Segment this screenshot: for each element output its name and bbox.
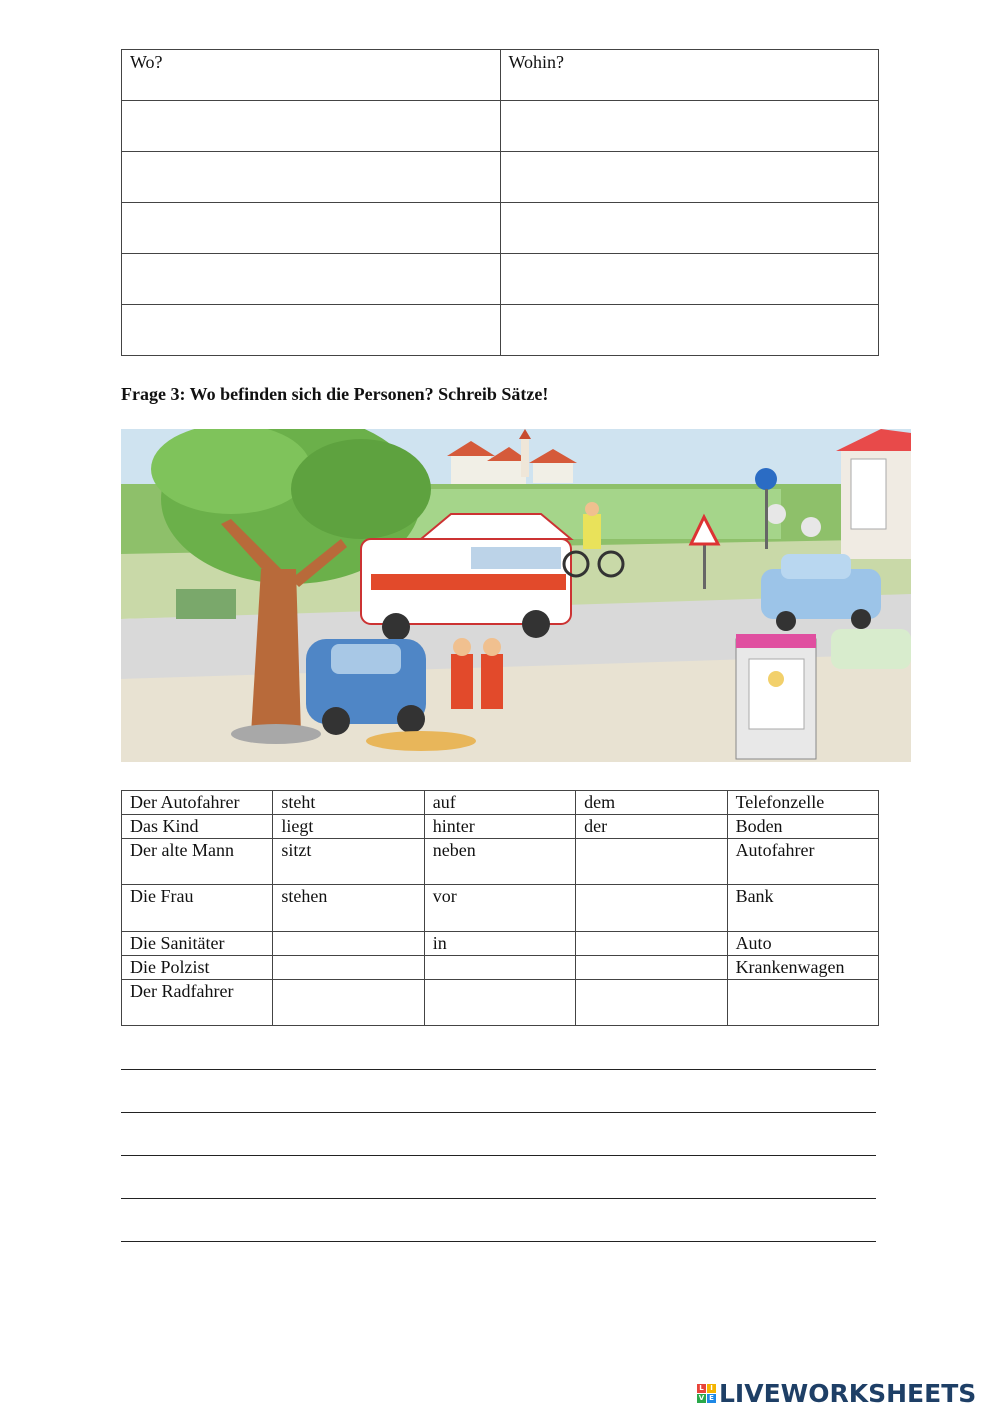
- writing-line[interactable]: [121, 1241, 876, 1242]
- cell: Telefonzelle: [727, 791, 878, 815]
- table-row: [122, 839, 879, 885]
- answer-cell-wo[interactable]: [122, 152, 501, 203]
- cell: dem: [576, 791, 727, 815]
- badge-letter: L: [697, 1384, 706, 1393]
- badge-letter: V: [698, 1393, 705, 1402]
- cell: Der Autofahrer: [122, 791, 273, 815]
- answer-cell-wohin[interactable]: [500, 254, 879, 305]
- header-wohin: Wohin?: [500, 50, 879, 101]
- crashed-car: [306, 639, 426, 735]
- answer-cell-wo[interactable]: [122, 101, 501, 152]
- logo-text: LIVEWORKSHEETS: [719, 1378, 977, 1408]
- table-row: [122, 203, 879, 254]
- answer-cell-wo[interactable]: [122, 305, 501, 356]
- writing-line[interactable]: [121, 1069, 876, 1070]
- cell: der: [576, 815, 727, 839]
- table-row: [122, 791, 879, 815]
- cell: [273, 956, 424, 980]
- cell: [576, 956, 727, 980]
- answer-cell-wo[interactable]: [122, 254, 501, 305]
- table-row: [122, 152, 879, 203]
- badge-letter: E: [707, 1394, 716, 1403]
- cell: Die Polzist: [122, 956, 273, 980]
- person-on-ground: [366, 731, 476, 751]
- writing-line[interactable]: [121, 1155, 876, 1156]
- table-row: [122, 305, 879, 356]
- logo-badge-icon: [697, 1384, 716, 1403]
- cell: in: [424, 932, 575, 956]
- cell: Der alte Mann: [122, 839, 273, 885]
- cell: [424, 980, 575, 1026]
- cell: Die Frau: [122, 885, 273, 932]
- answer-cell-wo[interactable]: [122, 203, 501, 254]
- cell: liegt: [273, 815, 424, 839]
- answer-cell-wohin[interactable]: [500, 305, 879, 356]
- cell: auf: [424, 791, 575, 815]
- cell: [727, 980, 878, 1026]
- writing-line[interactable]: [121, 1198, 876, 1199]
- cell: [576, 980, 727, 1026]
- kiosk: [836, 429, 911, 559]
- answer-cell-wohin[interactable]: [500, 101, 879, 152]
- table-row: [122, 932, 879, 956]
- wo-wohin-table: [121, 49, 879, 356]
- table-row: [122, 815, 879, 839]
- cell: [576, 932, 727, 956]
- cell: stehen: [273, 885, 424, 932]
- cell: [576, 839, 727, 885]
- cell: [576, 885, 727, 932]
- table-row: [122, 885, 879, 932]
- cell: Autofahrer: [727, 839, 878, 885]
- cell: Boden: [727, 815, 878, 839]
- cell: hinter: [424, 815, 575, 839]
- word-table: [121, 790, 879, 1026]
- cell: vor: [424, 885, 575, 932]
- cell: Krankenwagen: [727, 956, 878, 980]
- phone-booth: [736, 634, 816, 759]
- cell: neben: [424, 839, 575, 885]
- badge-letter: I: [707, 1384, 716, 1393]
- table-row: [122, 980, 879, 1026]
- writing-line[interactable]: [121, 1112, 876, 1113]
- header-wo: Wo?: [122, 50, 501, 101]
- answer-cell-wohin[interactable]: [500, 152, 879, 203]
- cell: steht: [273, 791, 424, 815]
- cell: Der Radfahrer: [122, 980, 273, 1026]
- cell: Die Sanitäter: [122, 932, 273, 956]
- cell: Das Kind: [122, 815, 273, 839]
- answer-cell-wohin[interactable]: [500, 203, 879, 254]
- table-row: [122, 254, 879, 305]
- liveworksheets-logo: [697, 1378, 976, 1408]
- question-heading: Frage 3: Wo befinden sich die Personen? Schreib Sätze!: [121, 384, 549, 404]
- cell: Bank: [727, 885, 878, 932]
- cell: Auto: [727, 932, 878, 956]
- table-row: [122, 101, 879, 152]
- cell: sitzt: [273, 839, 424, 885]
- cell: [424, 956, 575, 980]
- cell: [273, 932, 424, 956]
- table-header-row: [122, 50, 879, 101]
- street-scene-illustration: [121, 429, 911, 762]
- cell: [273, 980, 424, 1026]
- table-row: [122, 956, 879, 980]
